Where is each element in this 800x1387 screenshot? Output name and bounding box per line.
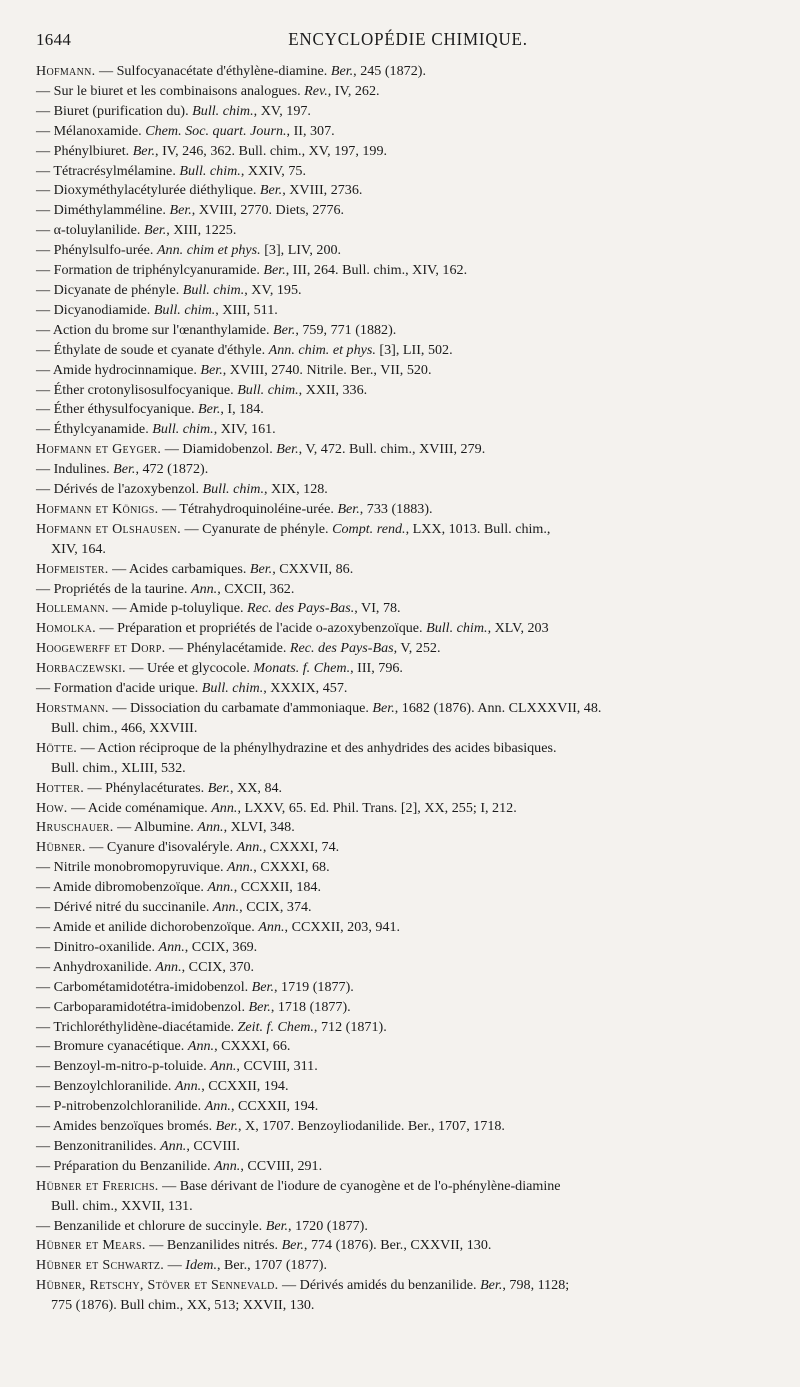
entry-reference: Ann. chim et phys. bbox=[156, 242, 261, 259]
entry-reference: Ber. bbox=[169, 202, 192, 219]
entry-citation: , V, 252. bbox=[393, 640, 441, 657]
entry-title: — Sulfocyanacétate d'éthylène-diamine. bbox=[95, 63, 331, 79]
entry-reference: Bull. chim. bbox=[152, 421, 214, 438]
entry-title: — Éther crotonylisosulfocyanique. bbox=[36, 381, 238, 398]
entry-citation: , 1718 (1877). bbox=[270, 998, 351, 1015]
entry-title: — Action réciproque de la phénylhydrazine et des anhydrides des acides bibasiques. bbox=[77, 739, 557, 756]
entry-title: — Carboparamidotétra-imidobenzol. bbox=[36, 998, 249, 1015]
entry-title: — Tétrahydroquinoléine-urée. bbox=[158, 500, 338, 517]
entry-title: — Diméthylamméline. bbox=[36, 202, 170, 219]
bibliography-entry bbox=[36, 181, 790, 201]
entry-citation: , XV, 195. bbox=[244, 281, 302, 298]
entry-title: — Base dérivant de l'iodure de cyanogène et de l'o-phénylène-diamine bbox=[158, 1177, 561, 1194]
entry-citation: , CCXXII, 194. bbox=[201, 1078, 289, 1095]
entry-reference: Ber. bbox=[113, 461, 136, 478]
entry-citation: , XXIV, 75. bbox=[240, 162, 306, 179]
entry-author: Hübner et Schwartz. bbox=[36, 1257, 165, 1274]
entry-title: — Cyanurate de phényle. bbox=[181, 520, 333, 537]
entry-citation: , CCVIII, 311. bbox=[236, 1058, 318, 1075]
entry-reference: Ann. bbox=[155, 958, 182, 975]
bibliography-entry bbox=[36, 938, 790, 958]
bibliography-entry bbox=[36, 460, 790, 480]
bibliography-entry bbox=[36, 1037, 790, 1057]
entry-citation: , V, 472. Bull. chim., XVIII, 279. bbox=[298, 441, 486, 458]
entry-reference: Bull. chim. bbox=[201, 680, 264, 697]
entry-title: — Tétracrésylmélamine. bbox=[36, 162, 180, 179]
entry-citation: , XV, 197. bbox=[253, 102, 311, 119]
entry-reference: Ber. bbox=[337, 500, 360, 517]
entry-title: — Action du brome sur l'œnanthylamide. bbox=[36, 321, 274, 338]
entry-citation: , CCXXII, 194. bbox=[230, 1098, 319, 1115]
entry-author: Hübner et Frerichs. bbox=[36, 1177, 159, 1194]
bibliography-list bbox=[36, 62, 790, 1316]
entry-reference: Ann. bbox=[236, 839, 263, 856]
entry-reference: Ber. bbox=[249, 560, 273, 577]
entry-reference: Ann. bbox=[197, 819, 224, 836]
entry-citation: , 245 (1872). bbox=[353, 63, 426, 79]
entry-citation: , XIX, 128. bbox=[264, 481, 328, 498]
entry-citation: , XVIII, 2770. Diets, 2776. bbox=[191, 202, 345, 219]
entry-title: — Benzanilide et chlorure de succinyle. bbox=[36, 1217, 266, 1234]
entry-title: — Acides carbamiques. bbox=[108, 560, 250, 577]
bibliography-entry bbox=[36, 241, 790, 261]
entry-citation: , CCIX, 369. bbox=[184, 938, 258, 955]
bibliography-entry bbox=[36, 1177, 790, 1217]
entry-citation: , LXXV, 65. Ed. Phil. Trans. [2], XX, 255; I, 212. bbox=[237, 799, 517, 816]
bibliography-entry bbox=[36, 1137, 790, 1157]
bibliography-entry bbox=[36, 281, 790, 301]
entry-title: — Carbométamidotétra-imidobenzol. bbox=[36, 978, 252, 995]
entry-citation: , CCIX, 374. bbox=[239, 899, 312, 916]
bibliography-entry bbox=[36, 918, 790, 938]
entry-citation: [3], LII, 502. bbox=[375, 341, 453, 358]
bibliography-entry bbox=[36, 321, 790, 341]
entry-reference: Ber. bbox=[207, 779, 231, 796]
entry-title: — Phénylsulfo-urée. bbox=[36, 242, 157, 259]
entry-reference: Zeit. f. Chem. bbox=[237, 1018, 314, 1035]
bibliography-entry bbox=[36, 858, 790, 878]
entry-author: Hofmann. bbox=[36, 63, 96, 79]
entry-title: — Nitrile monobromopyruvique. bbox=[36, 859, 228, 876]
bibliography-entry bbox=[36, 838, 790, 858]
entry-citation: , IV, 246, 362. Bull. chim., XV, 197, 199. bbox=[155, 142, 388, 159]
entry-citation: , XIII, 1225. bbox=[166, 222, 237, 239]
entry-citation: , CXXXI, 68. bbox=[253, 859, 330, 876]
entry-title: — Préparation du Benzanilide. bbox=[36, 1157, 215, 1174]
bibliography-entry bbox=[36, 341, 790, 361]
entry-citation: , CCVIII, 291. bbox=[240, 1157, 323, 1174]
entry-author: Hruschauer. bbox=[36, 819, 114, 836]
entry-citation: , III, 796. bbox=[350, 660, 403, 677]
entry-title: — Albumine. bbox=[113, 819, 198, 836]
entry-title: — Anhydroxanilide. bbox=[36, 958, 156, 975]
entry-citation: , CCXXII, 184. bbox=[233, 879, 321, 896]
bibliography-entry bbox=[36, 1236, 790, 1256]
entry-title: — Urée et glycocole. bbox=[125, 660, 254, 677]
entry-reference: Ber. bbox=[480, 1277, 503, 1294]
entry-reference: Ber. bbox=[372, 700, 395, 716]
entry-reference: Ber. bbox=[330, 63, 354, 79]
bibliography-entry bbox=[36, 1276, 790, 1316]
entry-citation: , 759, 771 (1882). bbox=[295, 321, 397, 338]
bibliography-entry bbox=[36, 818, 790, 838]
entry-citation: , XX, 84. bbox=[230, 779, 283, 796]
entry-author: Hoogewerff et Dorp. bbox=[36, 640, 166, 657]
entry-title: — Éthylate de soude et cyanate d'éthyle. bbox=[36, 341, 269, 358]
entry-title: — Benzanilides nitrés. bbox=[145, 1237, 282, 1254]
entry-title: — Dinitro-oxanilide. bbox=[36, 938, 159, 955]
bibliography-entry bbox=[36, 1097, 790, 1117]
bibliography-entry bbox=[36, 978, 790, 998]
entry-citation: , XVIII, 2740. Nitrile. Ber., VII, 520. bbox=[222, 361, 432, 378]
entry-reference: Idem. bbox=[185, 1257, 217, 1274]
bibliography-entry bbox=[36, 301, 790, 321]
entry-citation: , 774 (1876). Ber., CXXVII, 130. bbox=[303, 1237, 492, 1254]
bibliography-entry bbox=[36, 162, 790, 182]
bibliography-entry bbox=[36, 381, 790, 401]
entry-title: — Trichloréthylidène-diacétamide. bbox=[36, 1018, 238, 1035]
entry-title: — α-toluylanilide. bbox=[36, 222, 144, 239]
entry-title: — Sur le biuret et les combinaisons analogues. bbox=[36, 82, 305, 99]
entry-reference: Ber. bbox=[251, 978, 274, 995]
entry-citation: , Ber., 1707 (1877). bbox=[216, 1257, 327, 1274]
entry-citation: , X, 1707. Benzoyliodanilide. Ber., 1707, 1718. bbox=[237, 1118, 505, 1135]
entry-reference: Ann. bbox=[214, 1157, 241, 1174]
entry-citation: , CXXVII, 86. bbox=[272, 560, 354, 577]
entry-title: — Dissociation du carbamate d'ammoniaque. bbox=[108, 700, 373, 716]
bibliography-entry bbox=[36, 599, 790, 619]
entry-citation: , 733 (1883). bbox=[359, 500, 433, 517]
entry-title: — Préparation et propriétés de l'acide o-azoxybenzoïque. bbox=[96, 620, 427, 637]
bibliography-entry bbox=[36, 679, 790, 699]
entry-title: — Phénylacétamide. bbox=[165, 640, 290, 657]
entry-title: — Benzonitranilides. bbox=[36, 1137, 161, 1154]
bibliography-entry bbox=[36, 779, 790, 799]
entry-author: Hötte. bbox=[36, 739, 78, 756]
bibliography-entry bbox=[36, 998, 790, 1018]
entry-citation: , XXXIX, 457. bbox=[263, 680, 348, 697]
entry-reference: Ber. bbox=[281, 1237, 304, 1254]
entry-reference: Rev. bbox=[304, 82, 328, 99]
entry-reference: Ann. bbox=[212, 899, 240, 916]
entry-citation: , 712 (1871). bbox=[313, 1018, 387, 1035]
entry-title: — Dérivés amidés du benzanilide. bbox=[278, 1277, 481, 1294]
entry-citation: , 798, 1128; bbox=[502, 1277, 570, 1294]
entry-title: — Dioxyméthylacétylurée diéthylique. bbox=[36, 182, 260, 199]
bibliography-entry bbox=[36, 500, 790, 520]
entry-citation: , XIII, 511. bbox=[215, 301, 278, 318]
entry-author: How. bbox=[36, 799, 68, 816]
entry-reference: Ann. bbox=[160, 1137, 187, 1154]
entry-author: Hofmeister. bbox=[36, 560, 109, 577]
entry-reference: Ann. bbox=[207, 879, 234, 896]
entry-reference: Chem. Soc. quart. Journ. bbox=[145, 122, 287, 139]
entry-citation: [3], LIV, 200. bbox=[260, 242, 342, 259]
entry-reference: Ber. bbox=[215, 1118, 238, 1135]
entry-reference: Ann. bbox=[258, 918, 285, 935]
entry-title: — Amide hydrocinnamique. bbox=[36, 361, 201, 378]
entry-reference: Ber. bbox=[265, 1217, 289, 1234]
entry-reference: Bull. chim. bbox=[179, 162, 241, 179]
entry-title: — Amides benzoïques bromés. bbox=[36, 1118, 216, 1135]
entry-title: — Dérivé nitré du succinanile. bbox=[36, 899, 213, 916]
entry-reference: Rec. des Pays-Bas. bbox=[247, 600, 355, 617]
entry-title: — Phénylacéturates. bbox=[84, 779, 208, 796]
entry-reference: Ber. bbox=[273, 321, 296, 338]
entry-title: — Acide coménamique. bbox=[67, 799, 212, 816]
bibliography-entry bbox=[36, 739, 790, 779]
entry-reference: Ber. bbox=[263, 262, 286, 279]
bibliography-entry bbox=[36, 201, 790, 221]
entry-author: Hübner, Retschy, Stöver et Sennevald. bbox=[36, 1277, 279, 1294]
entry-title: — Dicyanate de phényle. bbox=[36, 281, 183, 298]
entry-reference: Ber. bbox=[276, 441, 299, 458]
entry-author: Hofmann et Olshausen. bbox=[36, 520, 182, 537]
entry-title: — Phénylbiuret. bbox=[36, 142, 133, 159]
entry-reference: Ann. chim. et phys. bbox=[268, 341, 376, 358]
entry-reference: Ber. bbox=[200, 361, 223, 378]
entry-citation: , VI, 78. bbox=[354, 600, 401, 617]
bibliography-entry bbox=[36, 1217, 790, 1237]
entry-author: Hübner. bbox=[36, 839, 86, 856]
entry-reference: Ann. bbox=[187, 1038, 215, 1055]
entry-citation: , 472 (1872). bbox=[135, 461, 209, 478]
entry-reference: Bull. chim. bbox=[182, 281, 245, 298]
bibliography-entry bbox=[36, 400, 790, 420]
entry-citation: , CXXXI, 66. bbox=[214, 1038, 291, 1055]
entry-author: Hofmann et Königs. bbox=[36, 500, 159, 517]
entry-citation: , XIV, 161. bbox=[213, 421, 276, 438]
entry-reference: Ann. bbox=[210, 1058, 237, 1075]
entry-title: — Amide p-toluylique. bbox=[108, 600, 247, 617]
entry-title: — Biuret (purification du). bbox=[36, 102, 193, 119]
bibliography-entry bbox=[36, 1077, 790, 1097]
bibliography-entry bbox=[36, 82, 790, 102]
bibliography-entry bbox=[36, 619, 790, 639]
bibliography-entry bbox=[36, 1256, 790, 1276]
entry-reference: Ann. bbox=[211, 799, 238, 816]
entry-citation: , 1719 (1877). bbox=[273, 978, 354, 995]
entry-citation: , XLVI, 348. bbox=[223, 819, 295, 836]
entry-citation: , 1720 (1877). bbox=[288, 1217, 368, 1234]
bibliography-entry bbox=[36, 1117, 790, 1137]
entry-title: — Benzoyl-m-nitro-p-toluide. bbox=[36, 1058, 211, 1075]
bibliography-entry bbox=[36, 261, 790, 281]
bibliography-entry bbox=[36, 1057, 790, 1077]
entry-continuation: 775 (1876). Bull chim., XX, 513; XXVII, 130. bbox=[51, 1297, 315, 1314]
bibliography-entry bbox=[36, 142, 790, 162]
entry-title: — Cyanure d'isovaléryle. bbox=[85, 839, 237, 856]
entry-author: Hotter. bbox=[36, 779, 85, 796]
entry-reference: Rec. des Pays-Bas bbox=[289, 640, 394, 657]
entry-author: Horstmann. bbox=[36, 700, 109, 716]
entry-citation: , CCIX, 370. bbox=[181, 958, 255, 975]
entry-citation: , CCVIII. bbox=[186, 1137, 240, 1154]
bibliography-entry bbox=[36, 898, 790, 918]
entry-reference: Bull. chim. bbox=[237, 381, 299, 398]
entry-author: Hofmann et Geyger. bbox=[36, 441, 162, 458]
bibliography-entry bbox=[36, 102, 790, 122]
bibliography-entry bbox=[36, 480, 790, 500]
entry-continuation: XIV, 164. bbox=[51, 540, 106, 557]
bibliography-entry bbox=[36, 580, 790, 600]
entry-reference: Monats. f. Chem. bbox=[253, 660, 351, 677]
bibliography-entry bbox=[36, 62, 790, 82]
bibliography-entry bbox=[36, 878, 790, 898]
entry-title: — Éther éthysulfocyanique. bbox=[36, 401, 199, 418]
entry-author: Hollemann. bbox=[36, 600, 109, 617]
bibliography-entry bbox=[36, 1157, 790, 1177]
entry-reference: Ann. bbox=[190, 580, 218, 597]
entry-title: — Mélanoxamide. bbox=[36, 122, 146, 139]
entry-reference: Ann. bbox=[174, 1078, 202, 1095]
entry-citation: , III, 264. Bull. chim., XIV, 162. bbox=[285, 262, 468, 279]
bibliography-entry bbox=[36, 520, 790, 560]
entry-reference: Ann. bbox=[204, 1098, 231, 1115]
entry-title: — Formation de triphénylcyanuramide. bbox=[36, 262, 264, 279]
entry-reference: Bull. chim. bbox=[202, 481, 264, 498]
bibliography-entry bbox=[36, 122, 790, 142]
entry-continuation: Bull. chim., XLIII, 532. bbox=[51, 759, 186, 776]
entry-reference: Compt. rend. bbox=[332, 520, 406, 537]
entry-title: — Éthylcyanamide. bbox=[36, 421, 153, 438]
bibliography-entry bbox=[36, 560, 790, 580]
page-header bbox=[30, 30, 786, 56]
entry-citation: , XVIII, 2736. bbox=[282, 182, 363, 199]
entry-reference: Ann. bbox=[158, 938, 185, 955]
entry-citation: , CCXXII, 203, 941. bbox=[284, 918, 401, 935]
entry-title: — Indulines. bbox=[36, 461, 114, 478]
entry-reference: Ber. bbox=[259, 182, 283, 199]
entry-continuation: Bull. chim., 466, XXVIII. bbox=[51, 719, 198, 736]
bibliography-entry bbox=[36, 361, 790, 381]
entry-citation: , XXII, 336. bbox=[298, 381, 368, 398]
entry-author: Horbaczewski. bbox=[36, 660, 126, 677]
entry-reference: Ber. bbox=[198, 401, 221, 418]
entry-citation: , IV, 262. bbox=[327, 82, 380, 99]
entry-reference: Ber. bbox=[248, 998, 271, 1015]
entry-title: — Bromure cyanacétique. bbox=[36, 1038, 188, 1055]
entry-author: Hübner et Mears. bbox=[36, 1237, 146, 1254]
bibliography-entry bbox=[36, 699, 790, 739]
entry-continuation: Bull. chim., XXVII, 131. bbox=[51, 1197, 193, 1214]
bibliography-entry bbox=[36, 659, 790, 679]
entry-citation: , XLV, 203 bbox=[487, 620, 549, 637]
entry-reference: Ann. bbox=[227, 859, 254, 876]
entry-reference: Bull. chim. bbox=[153, 301, 216, 318]
entry-citation: , CXCII, 362. bbox=[217, 580, 295, 597]
entry-citation: , II, 307. bbox=[286, 122, 335, 139]
entry-title: — Dicyanodiamide. bbox=[36, 301, 154, 318]
entry-title: — Propriétés de la taurine. bbox=[36, 580, 191, 597]
entry-title: — Dérivés de l'azoxybenzol. bbox=[36, 481, 203, 498]
entry-title: — bbox=[164, 1257, 186, 1274]
bibliography-entry bbox=[36, 221, 790, 241]
entry-reference: Ber. bbox=[132, 142, 156, 159]
entry-citation: , CXXXI, 74. bbox=[262, 839, 340, 856]
bibliography-entry bbox=[36, 420, 790, 440]
entry-author: Homolka. bbox=[36, 620, 96, 637]
entry-title: — Benzoylchloranilide. bbox=[36, 1078, 175, 1095]
entry-reference: Bull. chim. bbox=[426, 620, 488, 637]
page-number: 1644 bbox=[36, 30, 72, 49]
bibliography-entry bbox=[36, 958, 790, 978]
entry-reference: Bull. chim. bbox=[192, 102, 254, 119]
entry-citation: , LXX, 1013. Bull. chim., bbox=[405, 520, 551, 537]
running-title: ENCYCLOPÉDIE CHIMIQUE. bbox=[288, 29, 528, 50]
bibliography-entry bbox=[36, 1018, 790, 1038]
entry-title: — Diamidobenzol. bbox=[161, 441, 277, 458]
entry-title: — P-nitrobenzolchloranilide. bbox=[36, 1098, 205, 1115]
bibliography-entry bbox=[36, 440, 790, 460]
bibliography-entry bbox=[36, 639, 790, 659]
entry-reference: Ber. bbox=[143, 222, 167, 239]
entry-title: — Formation d'acide urique. bbox=[36, 680, 202, 697]
entry-title: — Amide et anilide dichorobenzoïque. bbox=[36, 918, 259, 935]
bibliography-entry bbox=[36, 799, 790, 819]
entry-title: — Amide dibromobenzoïque. bbox=[36, 879, 208, 896]
entry-citation: , 1682 (1876). Ann. CLXXXVII, 48. bbox=[394, 700, 602, 716]
entry-citation: , I, 184. bbox=[220, 401, 264, 418]
